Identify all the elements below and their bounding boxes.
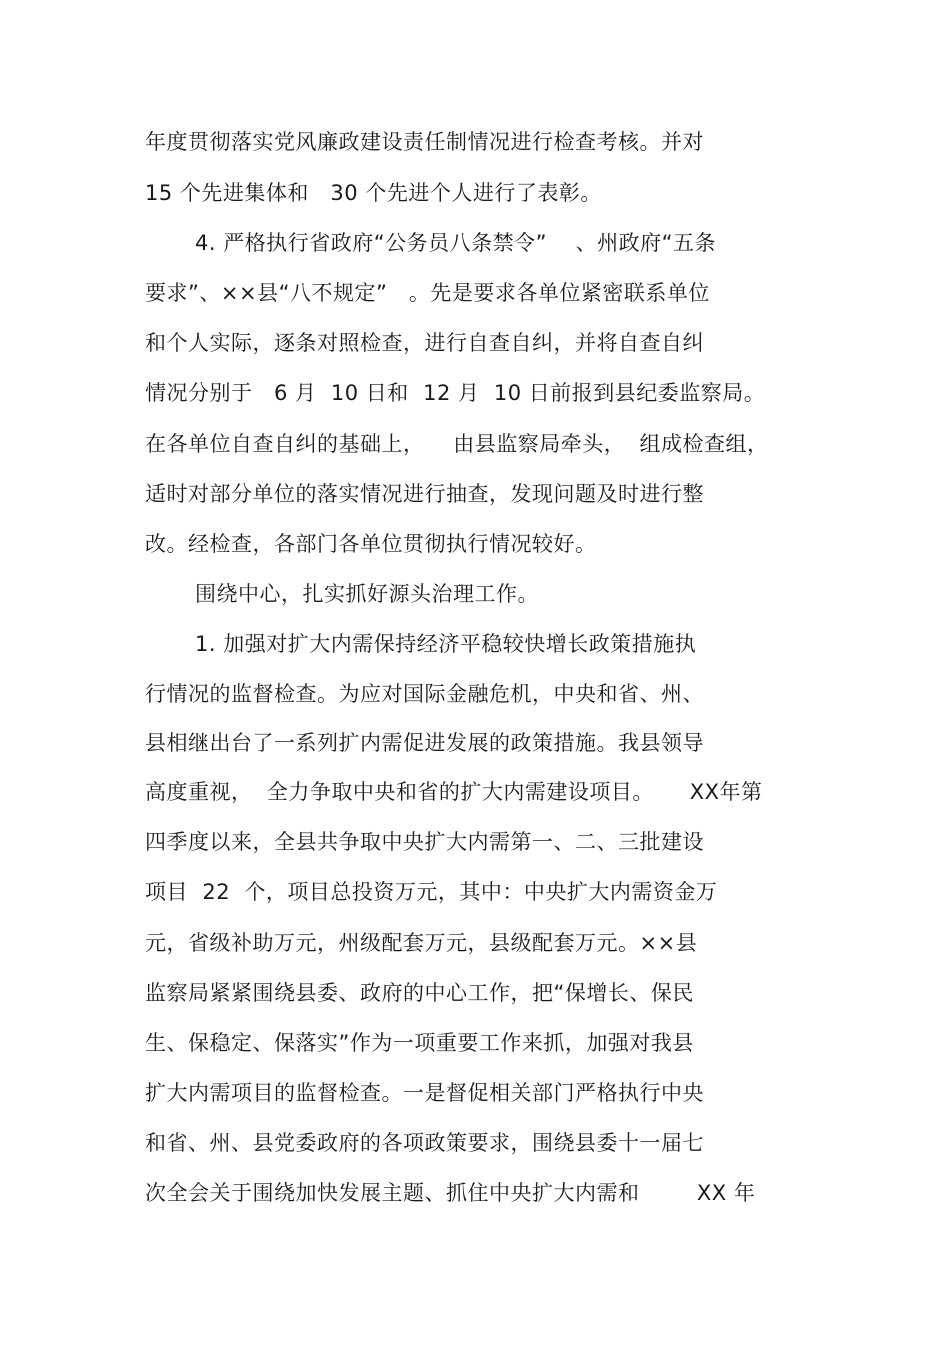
text-line: 行情况的监督检查。为应对国际金融危机，中央和省、州、 bbox=[145, 682, 704, 706]
text-line: 和省、州、县党委政府的各项政策要求，围绕县委十一届七 bbox=[145, 1131, 704, 1155]
text-line: 扩大内需项目的监督检查。一是督促相关部门严格执行中央 bbox=[145, 1081, 704, 1105]
text-line: 生、保稳定、保落实”作为一项重要工作来抓，加强对我县 bbox=[145, 1031, 694, 1055]
text-line: 改。经检查，各部门各单位贯彻执行情况较好。 bbox=[145, 532, 597, 556]
text-line: 四季度以来，全县共争取中央扩大内需第一、二、三批建设 bbox=[145, 830, 704, 854]
text-line: 15 个先进集体和 30 个先进个人进行了表彰。 bbox=[145, 181, 602, 205]
text-line: 4. 严格执行省政府“公务员八条禁令” 、州政府“五条 bbox=[195, 231, 717, 255]
text-line: 要求”、××县“八不规定” 。先是要求各单位紧密联系单位 bbox=[145, 281, 710, 305]
text-line: 高度重视， 全力争取中央和省的扩大内需建设项目。 XX年第 bbox=[145, 780, 763, 804]
text-line: 在各单位自查自纠的基础上， 由县监察局牵头， 组成检查组， bbox=[145, 432, 769, 456]
text-line: 县相继出台了一系列扩内需促进发展的政策措施。我县领导 bbox=[145, 731, 704, 755]
text-line: 项目 22 个，项目总投资万元，其中：中央扩大内需资金万 bbox=[145, 880, 718, 904]
text-line: 1. 加强对扩大内需保持经济平稳较快增长政策措施执 bbox=[195, 632, 697, 656]
text-line: 监察局紧紧围绕县委、政府的中心工作，把“保增长、保民 bbox=[145, 981, 694, 1005]
text-line: 情况分别于 6 月 10 日和 12 月 10 日前报到县纪委监察局。 bbox=[145, 381, 766, 405]
text-line: 次全会关于围绕加快发展主题、抓住中央扩大内需和 XX 年 bbox=[145, 1181, 756, 1205]
text-line: 适时对部分单位的落实情况进行抽查，发现问题及时进行整 bbox=[145, 482, 704, 506]
text-line: 年度贯彻落实党风廉政建设责任制情况进行检查考核。并对 bbox=[145, 130, 704, 154]
text-line: 和个人实际，逐条对照检查，进行自查自纠，并将自查自纠 bbox=[145, 331, 704, 355]
section-heading: 围绕中心，扎实抓好源头治理工作。 bbox=[195, 582, 539, 606]
text-line: 元，省级补助万元，州级配套万元，县级配套万元。××县 bbox=[145, 931, 698, 955]
